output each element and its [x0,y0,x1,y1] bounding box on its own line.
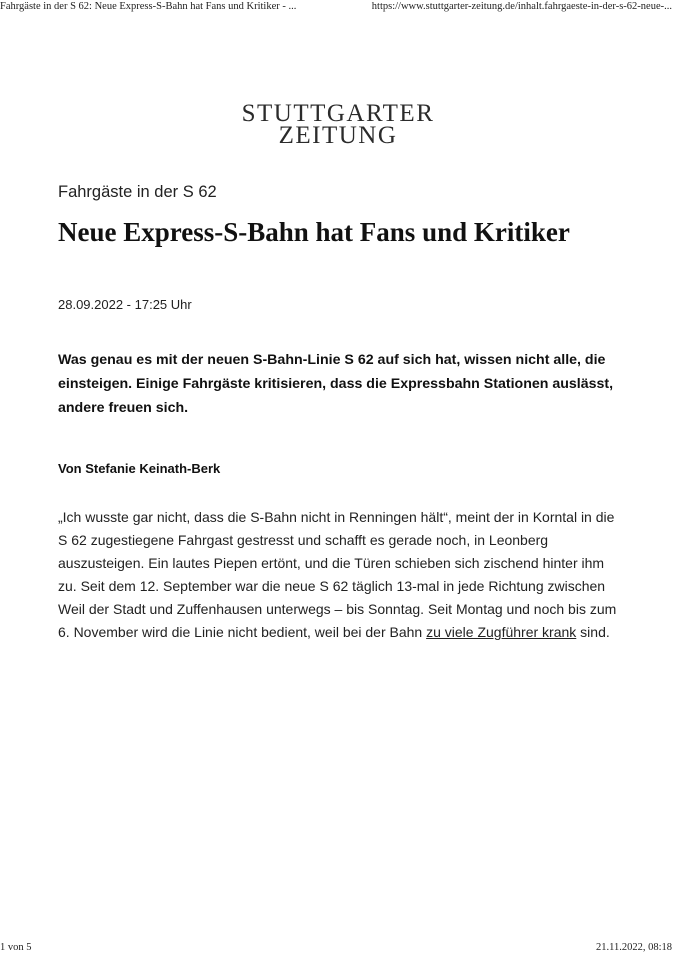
newspaper-logo[interactable] [0,100,676,149]
sick-drivers-link[interactable]: zu viele Zugführer krank [426,624,577,640]
article-body-paragraph [58,506,618,644]
print-header-title: Fahrgäste in der S 62: Neue Express-S-Bahn hat Fans und Kritiker - ... [0,1,297,12]
print-footer-datetime: 21.11.2022, 08:18 [595,942,672,953]
article-headline: Neue Express-S-Bahn hat Fans und Kritiker [58,217,570,247]
article-kicker: Fahrgäste in der S 62 [58,183,217,201]
logo-line-1: STUTTGARTER [241,100,435,127]
print-header-url: https://www.stuttgarter-zeitung.de/inhalt.fahrgaeste-in-der-s-62-neue-... [371,1,672,12]
body-text-after-link: sind. [576,624,610,640]
print-footer-page: 1 von 5 [0,942,32,953]
body-text-before-link: „Ich wusste gar nicht, dass die S-Bahn nicht in Renningen hält“, meint der in Korntal in die S 62 zugestiegene Fahrgast gestresst und schafft es gerade noch, in Leonberg auszusteigen. Ein lautes Piepen ertönt, und die Türen schieben sich zischend hinter ihm zu. Seit dem 12. September war die neue S 62 täglich 13-mal in jede Richtung zwischen Weil der Stadt und Zuffenhausen unterwegs – bis Sonntag. Seit Montag und noch bis zum 6. November wird die Linie nicht bedient, weil bei der Bahn [58,509,617,640]
logo-line-2: ZEITUNG [278,122,398,149]
print-footer [0,942,676,956]
print-header [0,1,676,15]
article-author: Von Stefanie Keinath-Berk [58,461,221,476]
article-date: 28.09.2022 - 17:25 Uhr [58,297,192,312]
article-teaser: Was genau es mit der neuen S-Bahn-Linie S 62 auf sich hat, wissen nicht alle, die einsteigen. Einige Fahrgäste kritisieren, dass die Expressbahn Stationen auslässt, andere freuen sich. [58,352,614,416]
